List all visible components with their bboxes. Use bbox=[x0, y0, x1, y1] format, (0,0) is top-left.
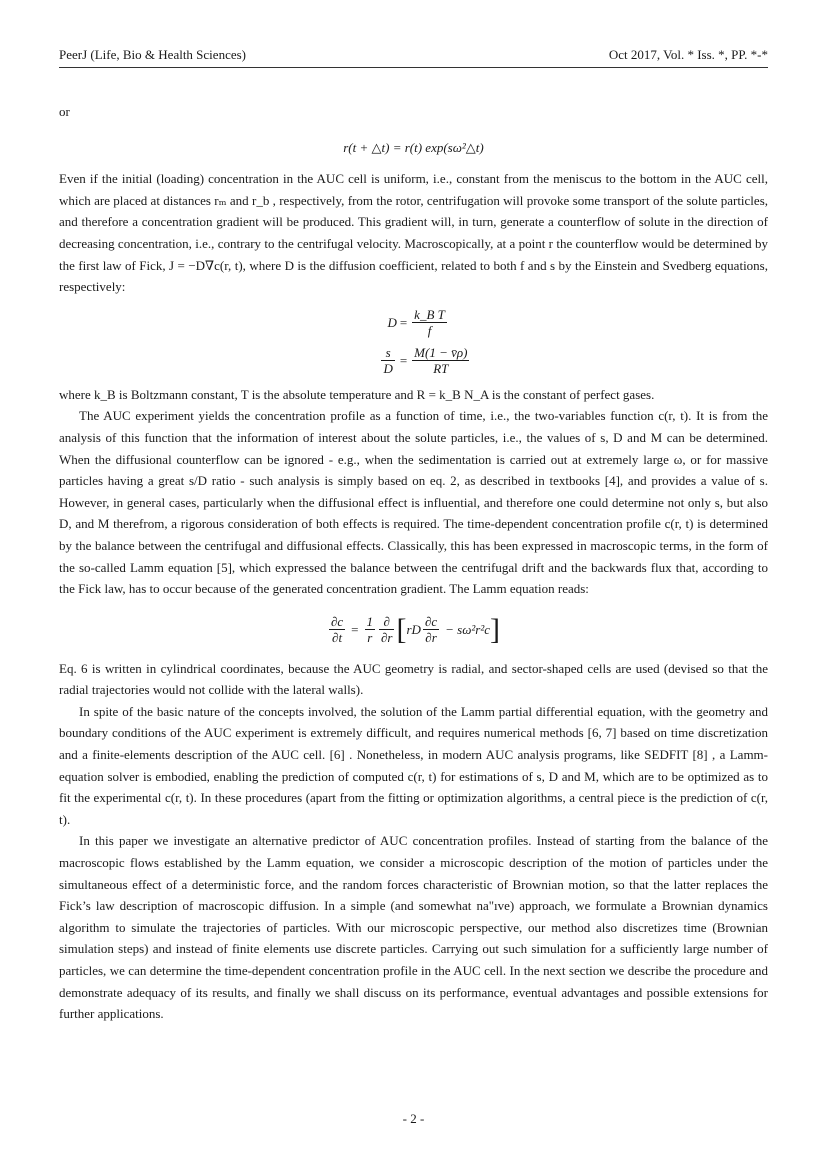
page-number: - 2 - bbox=[402, 1111, 425, 1126]
eq-einstein-fraction bbox=[412, 307, 447, 338]
page-body bbox=[59, 101, 768, 1025]
lamm-partial-r bbox=[379, 614, 394, 645]
lamm-inner-pre: rD bbox=[406, 621, 421, 637]
lamm-f1-num: 1 bbox=[366, 614, 373, 630]
paragraph-fick: Even if the initial (loading) concentration in the AUC cell is uniform, i.e., constant from the meniscus to the bottom in the AUC cell, which are placed at distances rₘ and r_b , respectively, from the rotor, centrifugation will provoke some transport of the solute particles, and therefore a concentration gradient will be produced. This gradient will, in turn, generate a counterflow of solute in the direction of decreasing concentration, i.e., contrary to the centrifugal velocity. Macroscopically, at a point r the counterflow would be determined by the first law of Fick, J = −D∇c(r, t), where D is the diffusion coefficient, related to both f and s by the Einstein and Svedberg equations, respectively: bbox=[59, 171, 768, 295]
lamm-f2-num: ∂ bbox=[383, 614, 390, 630]
issue-info: Oct 2017, Vol. * Iss. *, PP. *-* bbox=[608, 47, 768, 62]
lamm-f2-den: ∂r bbox=[381, 630, 393, 646]
running-header bbox=[59, 46, 768, 64]
equation-einstein: D = $\frac{\text{k\_B T}}{f}$ bbox=[59, 304, 768, 342]
lamm-inner-post: − sω²r²c bbox=[445, 621, 491, 637]
lamm-f3-num: ∂c bbox=[424, 614, 438, 630]
lamm-one-over-r bbox=[365, 614, 376, 645]
paragraph-or: or bbox=[59, 104, 70, 119]
journal-name: PeerJ (Life, Bio & Health Sciences) bbox=[59, 47, 246, 62]
eq-einstein-lhs: D bbox=[387, 314, 397, 330]
equation-svedberg: $\frac{s}{D}$ = $\frac{M(1 - v̄\rho)}{RT}$ bbox=[383, 345, 468, 377]
eq-einstein-den: f bbox=[412, 322, 447, 338]
header-rule bbox=[59, 67, 768, 68]
lamm-lhs bbox=[329, 614, 345, 645]
lamm-gradient bbox=[423, 614, 439, 645]
equation-einstein-svedberg bbox=[59, 304, 768, 380]
equation-trajectory: r(t + △t) = r(t) exp(sω²△t) bbox=[343, 139, 484, 155]
lamm-lhs-den: ∂t bbox=[329, 629, 345, 645]
paragraph-boltzmann: where k_B is Boltzmann constant, T is the absolute temperature and R = k_B N_A is the constant of perfect gases. bbox=[59, 386, 655, 402]
paragraph-this-paper: In this paper we investigate an alternative predictor of AUC concentration profiles. Instead of starting from the balance of the macroscopic flows established by the Lamm equation, we consider a microscopic description of the motion of particles under the simultaneous effect of a deterministic force, and the random forces characteristic of Brownian motion, so that the latter replaces the Fick’s law description of macroscopic diffusion. In a simple (and somewhat na"ıve) approach, we formulate a Brownian dynamics algorithm to simulate the trajectories of particles. With our microscopic perspective, our method also discretizes time (Brownian simulation steps) and instead of finite elements use discrete particles. Carrying out such simulation for a sufficiently large number of particles, we can determine the time-dependent concentration profile in the AUC cell. In the next section we describe the procedure and demonstrate adequacy of its results, and finally we shall discuss on its performance, eventual advantages and possible extensions for further applications. bbox=[59, 833, 768, 1022]
eq-svedberg-rhs-fraction bbox=[412, 345, 469, 376]
eq-svedberg-rhs-den: RT bbox=[412, 360, 469, 376]
lamm-f3-den: ∂r bbox=[423, 629, 439, 645]
eq-svedberg-rhs-num: M(1 − v̄ρ) bbox=[414, 345, 468, 361]
eq-svedberg-lhs-den: D bbox=[383, 361, 393, 377]
eq-svedberg-lhs-fraction bbox=[381, 345, 394, 376]
lamm-f1-den: r bbox=[365, 629, 376, 645]
eq-einstein-num: k_B T bbox=[414, 307, 445, 323]
lamm-lhs-num: ∂c bbox=[330, 614, 344, 630]
eq-svedberg-lhs-num: s bbox=[385, 345, 391, 361]
paragraph-auc-experiment: The AUC experiment yields the concentration profile as a function of time, i.e., the two-variables function c(r, t). It is from the analysis of this function that the information of interest about the solute particles, i.e., the values of s, D and M can be determined. When the diffusional counterflow can be ignored - e.g., when the sedimentation is carried out at extremely large ω, or for massive particles having a great s/D ratio - such analysis is simply based on eq. 2, as described in textbooks [4], and provides a value of s. However, in general cases, particularly when the diffusional effect is influential, and therefore one could determine not only s, but also D, and M therefrom, a rigorous consideration of both effects is required. The time-dependent concentration profile c(r, t) is determined by the balance between the centrifugal and diffusional effects. Classically, this has been expressed in macroscopic terms, in the form of the so-called Lamm equation [5], which expressed the balance between the centrifugal drift and the backwards flux that, according to the Fick law, has to occur because of the generated concentration gradient. The Lamm equation reads: bbox=[59, 408, 768, 597]
equation-lamm: $\frac{\partial c}{\partial t}$ = $\frac{1}{r}$ $\frac{\partial}{\partial r}$ [ rD $\frac{\partial c}{\partial r}$ − sω²r²c ] bbox=[330, 612, 501, 646]
paragraph-numerical-methods: In spite of the basic nature of the concepts involved, the solution of the Lamm partial differential equation, with the geometry and boundary conditions of the AUC experiment is extremely difficult, and requires numerical methods [6, 7] based on time discretization and a finite-elements description of the AUC cell. [6] . Nonetheless, in modern AUC analysis programs, like SEDFIT [8] , a Lamm-equation solver is embodied, enabling the prediction of computed c(r, t) for estimations of s, D and M, which are to be optimized as to fit the experimental c(r, t). In these procedures (apart from the fitting or optimization algorithms, a central piece is the prediction of c(r, t). bbox=[59, 703, 768, 827]
paragraph-cylindrical: Eq. 6 is written in cylindrical coordinates, because the AUC geometry is radial, and sector-shaped cells are used (devised so that the radial trajectories would not collide with the lateral walls). bbox=[59, 660, 768, 698]
